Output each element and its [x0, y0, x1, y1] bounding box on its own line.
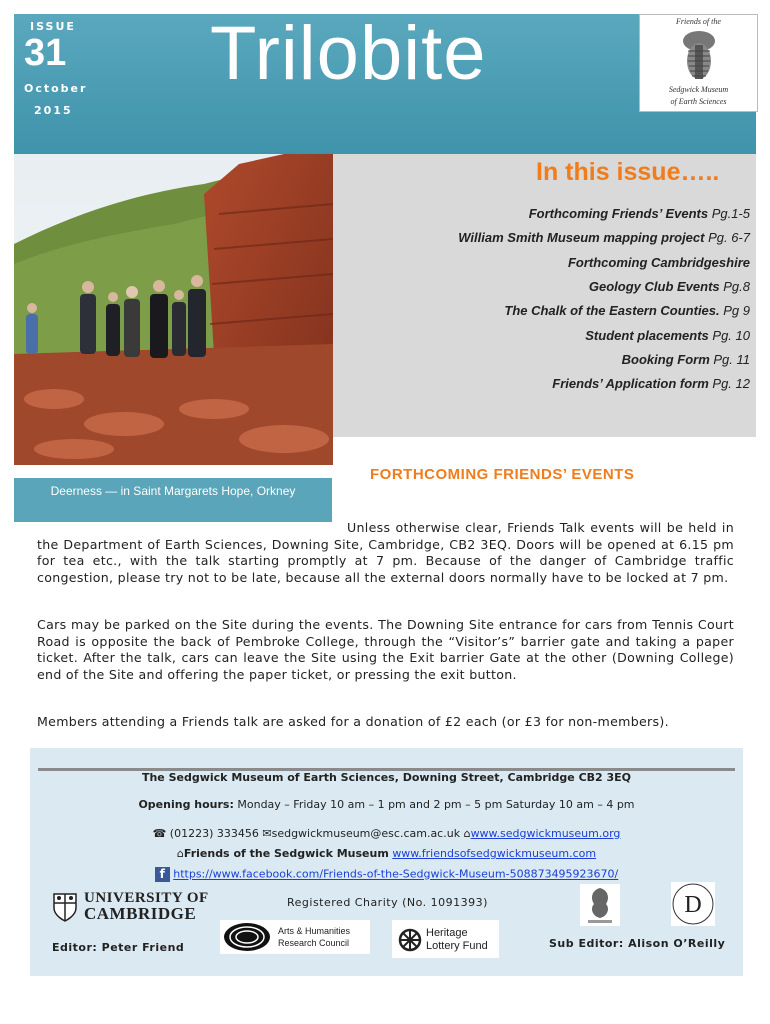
home-icon: ⌂	[463, 827, 471, 840]
logo-top-text: Friends of the	[676, 17, 721, 26]
photo-caption: Deerness — in Saint Margarets Hope, Orkney	[14, 476, 332, 522]
mail-icon: ✉	[262, 827, 272, 840]
issue-month: October	[24, 82, 88, 95]
body-paragraph: Members attending a Friends talk are asked for a donation of £2 each (or £3 for non-members).	[37, 714, 669, 729]
facebook-link[interactable]: https://www.facebook.com/Friends-of-the-Sedgwick-Museum-508873495923670/	[173, 867, 619, 881]
editor-credit: Editor: Peter Friend	[52, 941, 185, 954]
issue-number: 31	[24, 32, 67, 74]
downing-college-logo	[671, 882, 715, 926]
ahrc-rings-icon	[222, 921, 272, 953]
body-paragraph: Cars may be parked on the Site during the events. The Downing Site entrance for cars from Tennis Court Road is opposite the back of Pembroke College, through the “Visitor’s” barrier gate and taking a paper ticket. After the talk, cars can leave the Site using the Exit barrier Gate at the other (Downing College) end of the Site and offering the paper ticket, or pressing the exit button.	[37, 617, 734, 682]
svg-text:D: D	[684, 892, 702, 918]
hlf-wheel-icon	[398, 928, 422, 952]
museum-address: The Sedgwick Museum of Earth Sciences, Downing Street, Cambridge CB2 3EQ	[141, 771, 632, 784]
opening-hours: Opening hours: Monday – Friday 10 am – 1 pm and 2 pm – 5 pm Saturday 10 am – 4 pm	[138, 798, 635, 811]
email-address: sedgwickmuseum@esc.cam.ac.uk	[271, 827, 461, 840]
trilobite-icon	[680, 29, 718, 83]
issue-year: 2015	[34, 104, 73, 117]
contents-item: William Smith Museum mapping project Pg. 6-7	[458, 230, 750, 245]
facebook-line	[30, 867, 743, 882]
home-icon: ⌂	[176, 847, 184, 860]
phone-number: (01223) 333456	[169, 827, 259, 840]
contents-item: Booking Form Pg. 11	[621, 352, 750, 367]
contents-item: Friends’ Application form Pg. 12	[552, 376, 750, 391]
hlf-line2: Lottery Fund	[426, 940, 488, 952]
contents-title: In this issue…..	[536, 158, 720, 186]
contents-item: The Chalk of the Eastern Counties. Pg 9	[504, 303, 750, 318]
friends-label: Friends of the Sedgwick Museum	[183, 847, 389, 860]
cambridge-logo-line1: UNIVERSITY OF	[84, 890, 209, 906]
issue-label: ISSUE	[30, 20, 76, 33]
facebook-icon: f	[155, 867, 170, 882]
friends-website-link[interactable]: www.friendsofsedgwickmuseum.com	[392, 847, 597, 860]
contents-item: Forthcoming Friends’ Events Pg.1-5	[528, 206, 750, 221]
body-paragraph: Unless otherwise clear, Friends Talk events will be held in the Department of Earth Sciences, Downing Site, Cambridge, CB2 3EQ. Doors will be opened at 6.15 pm for tea etc., with the talk starting promptly at 7 pm. Because of the danger of Cambridge traffic congestion, please try not to be late, because all the external doors normally have to be locked at 7 pm.	[37, 520, 734, 585]
ahrc-line2: Research Council	[278, 938, 350, 948]
friends-line	[30, 847, 743, 860]
contents-item: Forthcoming Cambridgeshire	[567, 255, 750, 270]
ahrc-line1: Arts & Humanities	[278, 926, 351, 936]
geology-club-logo	[580, 884, 620, 926]
ahrc-logo	[220, 920, 370, 954]
logo-bottom-text-1: Sedgwick Museum	[668, 85, 729, 94]
cambridge-crest-icon	[52, 892, 78, 922]
section-heading: FORTHCOMING FRIENDS’ EVENTS	[370, 466, 635, 483]
museum-website-link[interactable]: www.sedgwickmuseum.org	[470, 827, 621, 840]
sub-editor-credit: Sub Editor: Alison O’Reilly	[549, 937, 726, 950]
hlf-line1: Heritage	[426, 927, 468, 939]
contents-panel	[333, 154, 756, 437]
friends-logo	[639, 14, 758, 112]
hlf-logo	[392, 920, 499, 958]
contact-line	[30, 827, 743, 840]
logo-bottom-text-2: of Earth Sciences	[670, 97, 727, 106]
newsletter-title: Trilobite	[210, 11, 487, 96]
phone-icon: ☎	[152, 827, 167, 840]
contents-item: Student placements Pg. 10	[585, 328, 750, 343]
cambridge-logo-line2: CAMBRIDGE	[84, 904, 197, 923]
contents-item: Geology Club Events Pg.8	[588, 279, 750, 294]
cover-photo	[14, 154, 333, 465]
charity-number: Registered Charity (No. 1091393)	[287, 896, 488, 909]
